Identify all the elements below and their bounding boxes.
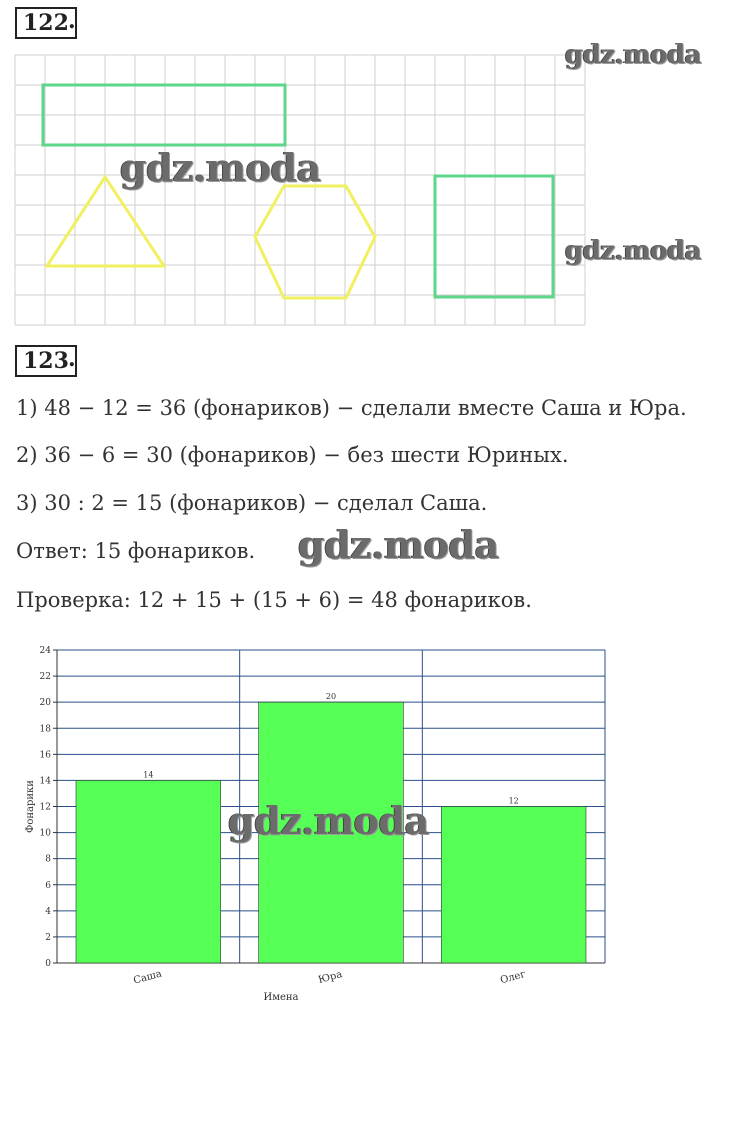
- chart-y-tick-label: 18: [39, 724, 51, 735]
- chart-y-tick-label: 6: [45, 880, 51, 891]
- chart-y-tick-label: 10: [39, 828, 51, 839]
- task-number-123-text: 123: [23, 348, 69, 374]
- chart-category-label: Юра: [317, 969, 344, 987]
- chart-y-axis-label: Фонарики: [25, 780, 36, 833]
- chart-y-tick-label: 4: [45, 906, 51, 917]
- chart-y-tick-label: 20: [39, 698, 51, 709]
- chart-category-label: Саша: [132, 968, 164, 987]
- chart-bar: [441, 807, 586, 964]
- green-square: [435, 176, 553, 297]
- chart-y-tick-label: 12: [39, 802, 51, 813]
- chart-y-tick-label: 16: [39, 750, 51, 761]
- chart-data-label: 14: [143, 770, 154, 780]
- chart-y-tick-label: 8: [45, 854, 51, 865]
- watermark-top-right: gdz.moda: [565, 40, 702, 70]
- grid-lines: [15, 55, 585, 325]
- watermark-right: gdz.moda: [565, 236, 702, 266]
- solution-step-3: 3) 30 : 2 = 15 (фонариков) − сделал Саша.: [16, 491, 488, 515]
- chart-y-ticks: [40, 646, 52, 969]
- chart-data-label: 20: [325, 692, 337, 702]
- task-number-123-dot: .: [68, 346, 76, 372]
- task-number-122-text: 122: [23, 10, 69, 36]
- chart-bar: [76, 780, 221, 963]
- solution-step-1: 1) 48 − 12 = 36 (фонариков) − сделали вместе Саша и Юра.: [16, 396, 687, 420]
- chart-category-label: Олег: [499, 968, 527, 987]
- task-number-122-dot: .: [68, 8, 76, 34]
- chart-y-tick-label: 22: [39, 672, 51, 683]
- chart-x-ticks: [132, 969, 527, 987]
- watermark-chart: gdz.moda: [228, 798, 429, 843]
- watermark-answer: gdz.moda: [298, 522, 499, 567]
- solution-step-2: 2) 36 − 6 = 30 (фонариков) − без шести Юриных.: [16, 443, 569, 467]
- chart-y-tick-label: 2: [45, 932, 51, 943]
- check-line: Проверка: 12 + 15 + (15 + 6) = 48 фонариков.: [16, 588, 532, 612]
- chart-x-axis-label: Имена: [263, 992, 299, 1003]
- answer-line: Ответ: 15 фонариков.: [16, 539, 256, 563]
- chart-y-tick-label: 14: [39, 776, 51, 787]
- chart-y-tick-label: 24: [39, 646, 51, 656]
- chart-data-label: 12: [508, 796, 519, 806]
- watermark-task122: gdz.moda: [120, 145, 321, 190]
- chart-y-tick-label: 0: [45, 959, 51, 969]
